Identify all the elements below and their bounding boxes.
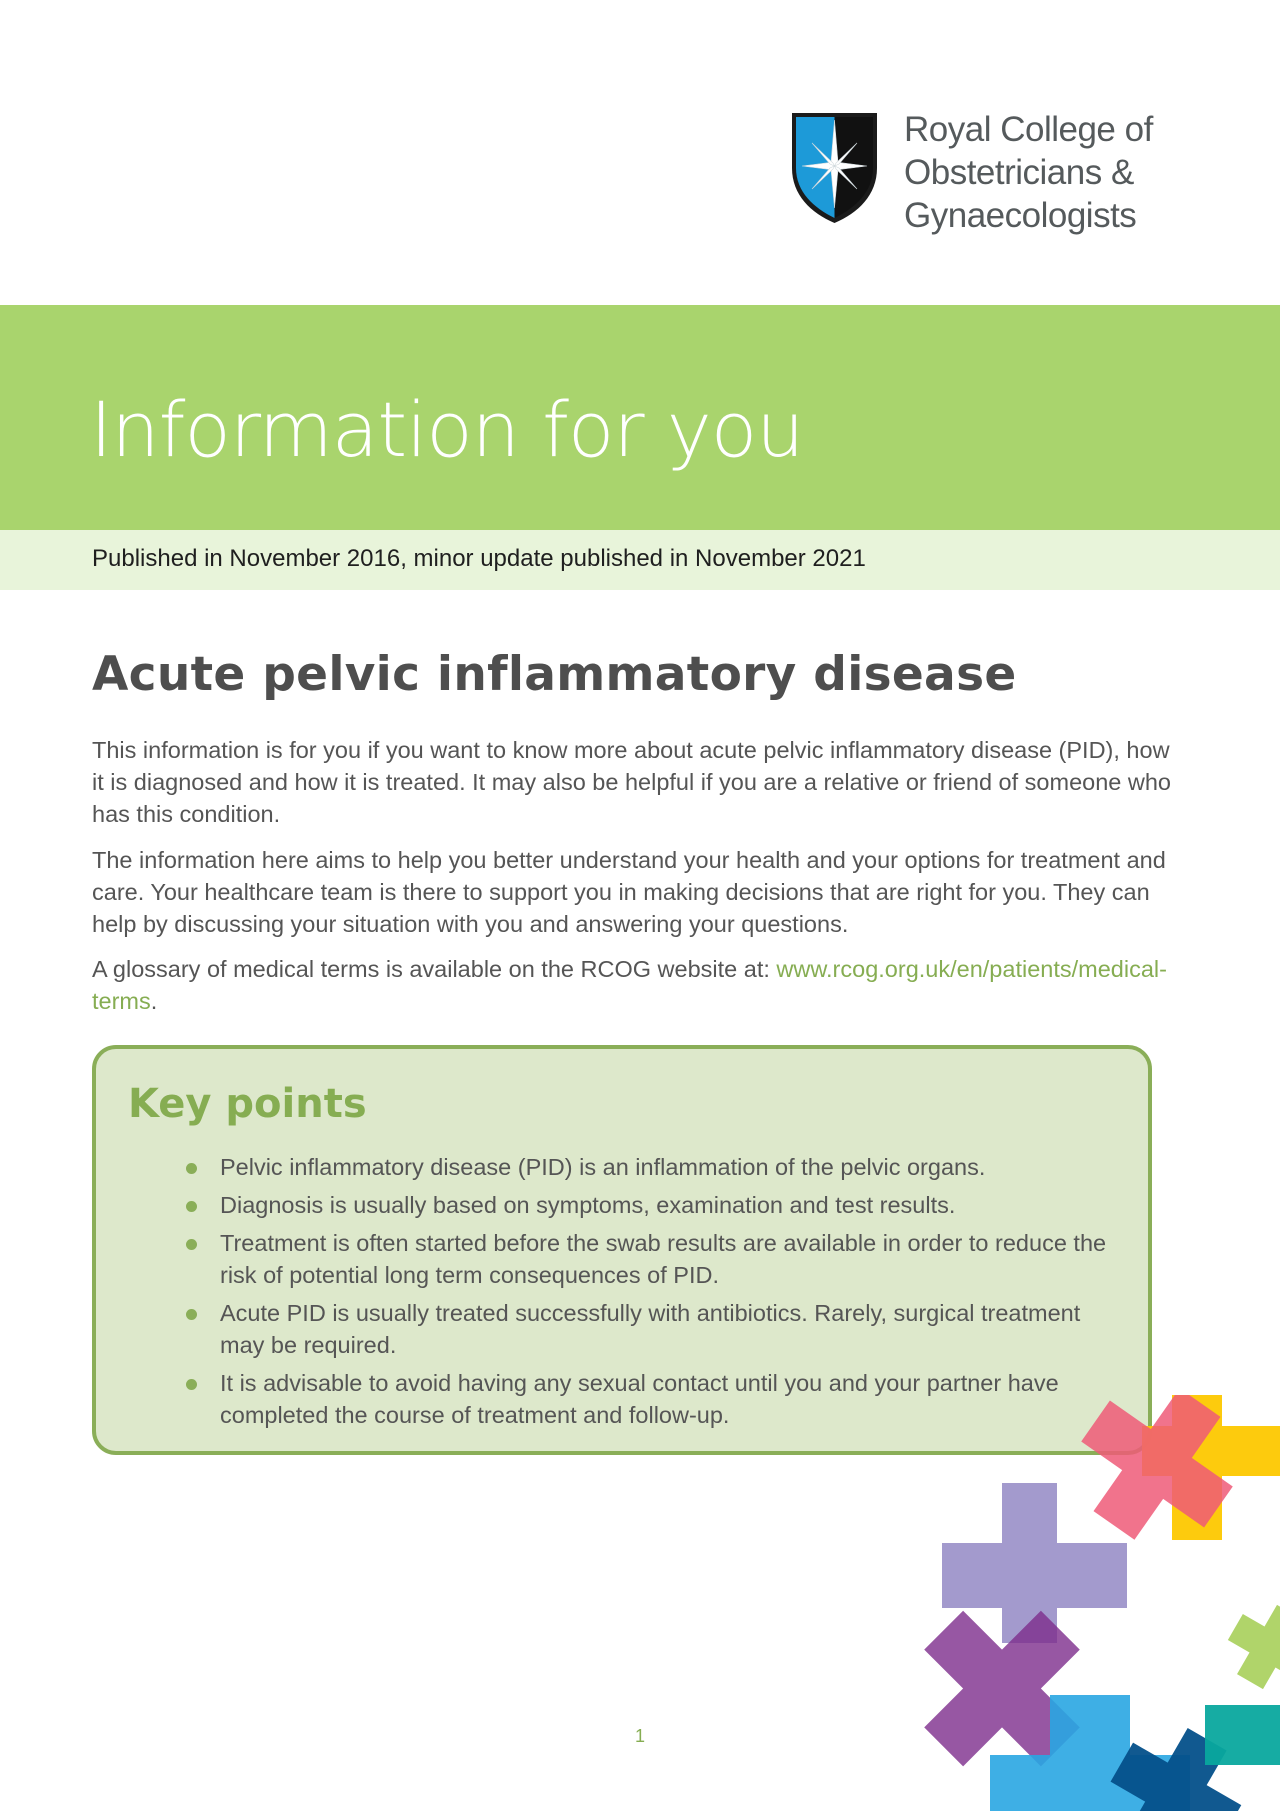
key-point-text: It is advisable to avoid having any sexual contact until you and your partner have completed the course of treatment and follow-up. <box>220 1370 1059 1428</box>
key-point-text: Acute PID is usually treated successfully with antibiotics. Rarely, surgical treatment may be required. <box>220 1300 1081 1358</box>
key-point <box>186 1297 1126 1361</box>
key-point <box>186 1189 1126 1221</box>
logo-wordmark <box>904 108 1153 237</box>
rcog-logo <box>788 110 1163 234</box>
decorative-crosses <box>900 1395 1280 1811</box>
shield-star-icon <box>788 110 881 225</box>
intro-paragraph: This information is for you if you want to know more about acute pelvic inflammatory disease (PID), how it is diagnosed and how it is treated. It may also be helpful if you are a relative or friend of someone who has this condition. <box>92 737 1171 827</box>
teal-cross-icon <box>1205 1705 1280 1765</box>
key-point <box>186 1151 1126 1183</box>
glossary-text: A glossary of medical terms is available on the RCOG website at: <box>92 956 777 982</box>
glossary-paragraph <box>92 953 1172 1017</box>
logo-line-1: Royal College of <box>904 110 1153 149</box>
key-point-text: Diagnosis is usually based on symptoms, examination and test results. <box>220 1192 956 1218</box>
lime-cross-icon <box>1215 1592 1280 1701</box>
bullet-icon <box>186 1163 197 1174</box>
key-point-text: Treatment is often started before the swab results are available in order to reduce the risk of potential long term consequences of PID. <box>220 1230 1107 1288</box>
bullet-icon <box>186 1239 197 1250</box>
publication-date: Published in November 2016, minor update published in November 2021 <box>92 545 866 572</box>
key-point <box>186 1227 1126 1291</box>
bullet-icon <box>186 1201 197 1212</box>
key-points-box <box>92 1045 1152 1455</box>
page-number: 1 <box>634 1726 645 1746</box>
info-banner <box>0 305 1280 530</box>
pink-cross-icon <box>1053 1395 1262 1568</box>
key-points-title: Key points <box>128 1081 367 1127</box>
bullet-icon <box>186 1309 197 1320</box>
publication-bar <box>0 530 1280 590</box>
glossary-suffix: . <box>150 988 158 1014</box>
key-point-text: Pelvic inflammatory disease (PID) is an inflammation of the pelvic organs. <box>220 1154 986 1180</box>
care-paragraph: The information here aims to help you better understand your health and your options for treatment and care. Your healthcare team is there to support you in making decisions that are right for you. They can help by discussing your situation with you and answering your questions. <box>92 847 1166 937</box>
document-title: Acute pelvic inflammatory disease <box>92 647 1017 702</box>
logo-line-2: Obstetricians & <box>904 153 1134 192</box>
logo-line-3: Gynaecologists <box>904 196 1137 235</box>
bullet-icon <box>186 1379 197 1390</box>
glossary-link[interactable]: www.rcog.org.uk/en/patients/medical-terms <box>92 956 1167 1014</box>
banner-title: Information for you <box>90 385 804 474</box>
